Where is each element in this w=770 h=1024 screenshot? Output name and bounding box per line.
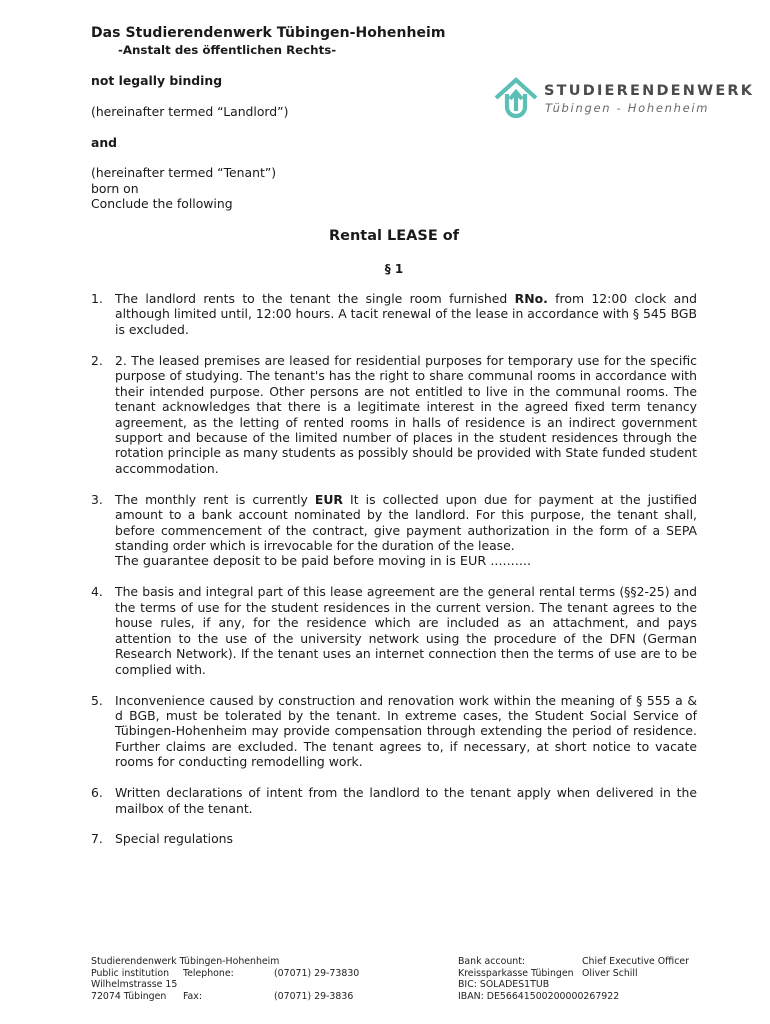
tenant-block [91,165,276,212]
and-label: and [91,135,118,150]
house-arrow-icon [492,77,540,121]
clause-text: from 12:00 clock and although limited until, 12:00 hours. A tacit renewal of the lease in accordance with § 545 BGB is excluded. [115,291,697,337]
room-number-label: RNo. [514,291,548,306]
born-on-label: born on [91,180,139,196]
footer-ceo: Oliver Schill [582,967,638,979]
footer-public: Public institution [91,967,170,979]
footer-bic: BIC: SOLADES1TUB [458,979,550,991]
clause-text: The monthly rent is currently [115,491,315,507]
section-heading: § 1 [384,262,404,276]
footer-left [91,956,359,1002]
clause-number: 7. [91,831,103,847]
logo-city: Tübingen - Hohenheim [545,101,710,115]
clause-text: The basis and integral part of this lease agreement are the general rental terms (§§2-25) and the terms of use for the student residences in the current version. The tenant agrees to the house rules, if any, for the residence which are included as an attachment, and pays attention to the use of the university network using the procedure of the DFN (German Research Network). If the tenant uses an internet connection then the terms of use are to be complied with. [115,584,697,677]
clause-text: Inconvenience caused by construction and renovation work within the meaning of § 555 a & d BGB, must be tolerated by the tenant. In extreme cases, the Student Social Service of Tübingen-Hohenheim may provide compensation through extending the period of residence. Further claims are excluded. The tenant agrees to, if necessary, at short notice to vacate rooms for conducting remodelling work. [115,692,697,770]
currency-label: EUR [314,491,343,507]
clause-text: The landlord rents to the tenant the single room furnished [115,291,515,306]
clause-text: Written declarations of intent from the landlord to the tenant apply when delivered in the mailbox of the tenant. [115,785,697,816]
document-title: Rental LEASE of [328,228,460,244]
footer-city: 72074 Tübingen [91,990,167,1002]
footer-fax: (07071) 29-3836 [274,990,354,1002]
footer-fax-label: Fax: [183,990,202,1002]
clause-2 [91,353,697,477]
clause-number: 5. [91,692,103,708]
clause-number: 4. [91,584,103,600]
org-subtitle: -Anstalt des öffentlichen Rechts- [118,43,337,57]
footer-bank-label: Bank account: [458,956,526,967]
clause-4 [91,584,697,677]
clause-text: It is collected upon due for payment at the justified amount to a bank account nominated by the landlord. For this purpose, the tenant shall, before commencement of the contract, give payment authorization in the form of a SEPA standing order which is irrevocable for the duration of the lease. [115,491,697,554]
clause-7 [91,831,697,846]
not-binding-note: not legally binding [91,73,223,88]
clause-number: 1. [91,291,103,306]
clause-number: 3. [91,491,103,507]
clause-text: Special regulations [115,831,233,847]
clause-3 [91,492,697,569]
clause-number: 6. [91,785,103,801]
footer-street: Wilhelmstrasse 15 [91,979,178,991]
deposit-line: The guarantee deposit to be paid before moving in is EUR .......... [115,553,532,569]
clause-6 [91,785,697,816]
tenant-term: (hereinafter termed “Tenant”) [91,165,277,180]
footer-iban: IBAN: DE56641500200000267922 [458,990,620,1002]
footer-org: Studierendenwerk Tübingen-Hohenheim [91,956,280,967]
clause-text: 2. The leased premises are leased for residential purposes for temporary use for the specific purpose of studying. The tenant's has the right to share communal rooms in accordance with their intended purpose. Other persons are not entitled to live in the communal rooms. The tenant acknowledges that there is a legitimate interest in the agreed fixed term tenancy agreement, as the letting of rented rooms in halls of residence is an indirect government support and because of the limited number of places in the student residences through the rotation principle as many students as possibly should be provided with State funded student accommodation. [115,352,697,476]
conclude-label: Conclude the following [91,196,233,212]
footer-right [458,956,689,1002]
footer-ceo-label: Chief Executive Officer [582,956,689,967]
clause-1 [91,291,697,337]
clause-5 [91,693,697,770]
logo-name: STUDIERENDENWERK [544,83,755,99]
org-name: Das Studierendenwerk Tübingen-Hohenheim [91,25,446,41]
footer-tel-label: Telephone: [183,967,234,979]
footer-bank: Kreissparkasse Tübingen [458,967,574,979]
clause-number: 2. [91,352,103,368]
studierendenwerk-logo [492,77,755,123]
clause-list [91,291,697,847]
landlord-term: (hereinafter termed “Landlord”) [91,104,289,119]
footer-tel: (07071) 29-73830 [274,967,360,979]
